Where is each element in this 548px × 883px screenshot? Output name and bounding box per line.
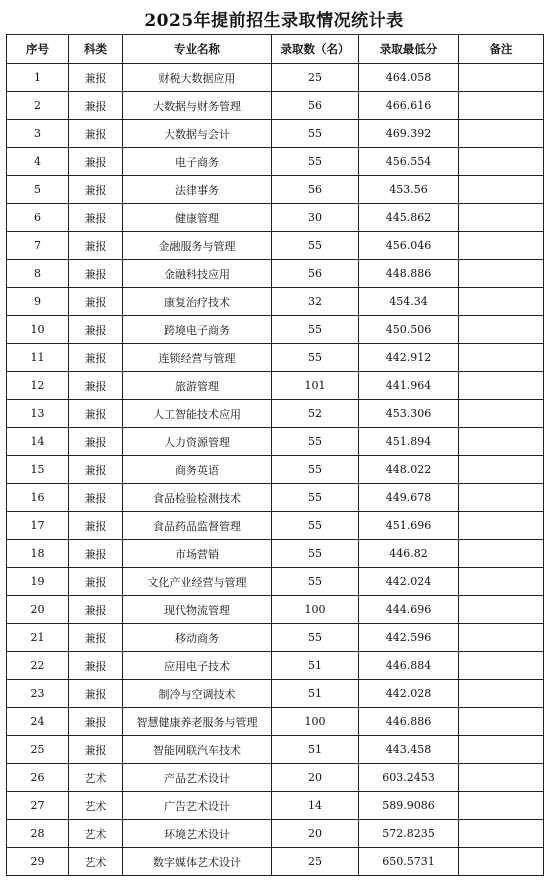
table-row: [7, 92, 544, 120]
cell-min-score: 441.964: [359, 372, 459, 400]
cell-admission-count: 55: [272, 512, 359, 540]
cell-min-score: 448.886: [359, 260, 459, 288]
cell-serial-number: 2: [7, 92, 69, 120]
cell-min-score: 444.696: [359, 596, 459, 624]
cell-admission-count: 20: [272, 820, 359, 848]
cell-admission-count: 14: [272, 792, 359, 820]
cell-admission-count: 55: [272, 120, 359, 148]
cell-category: 兼报: [69, 148, 123, 176]
cell-remarks: [459, 736, 544, 764]
cell-major-name: 广告艺术设计: [123, 792, 272, 820]
cell-major-name: 健康管理: [123, 204, 272, 232]
cell-remarks: [459, 204, 544, 232]
cell-remarks: [459, 792, 544, 820]
cell-serial-number: 4: [7, 148, 69, 176]
cell-min-score: 448.022: [359, 456, 459, 484]
cell-category: 艺术: [69, 792, 123, 820]
cell-min-score: 572.8235: [359, 820, 459, 848]
cell-major-name: 产品艺术设计: [123, 764, 272, 792]
cell-min-score: 603.2453: [359, 764, 459, 792]
cell-major-name: 连锁经营与管理: [123, 344, 272, 372]
cell-major-name: 数字媒体艺术设计: [123, 848, 272, 876]
cell-min-score: 466.616: [359, 92, 459, 120]
cell-min-score: 449.678: [359, 484, 459, 512]
cell-admission-count: 25: [272, 848, 359, 876]
cell-min-score: 453.56: [359, 176, 459, 204]
cell-min-score: 469.392: [359, 120, 459, 148]
table-row: [7, 428, 544, 456]
cell-serial-number: 5: [7, 176, 69, 204]
cell-major-name: 食品药品监督管理: [123, 512, 272, 540]
cell-major-name: 康复治疗技术: [123, 288, 272, 316]
cell-admission-count: 55: [272, 428, 359, 456]
cell-major-name: 跨境电子商务: [123, 316, 272, 344]
table-row: [7, 456, 544, 484]
cell-admission-count: 56: [272, 92, 359, 120]
cell-remarks: [459, 260, 544, 288]
cell-category: 兼报: [69, 344, 123, 372]
table-row: [7, 64, 544, 92]
cell-min-score: 650.5731: [359, 848, 459, 876]
cell-serial-number: 13: [7, 400, 69, 428]
cell-remarks: [459, 232, 544, 260]
cell-serial-number: 20: [7, 596, 69, 624]
cell-category: 兼报: [69, 176, 123, 204]
cell-admission-count: 55: [272, 540, 359, 568]
cell-major-name: 应用电子技术: [123, 652, 272, 680]
cell-remarks: [459, 288, 544, 316]
cell-category: 兼报: [69, 596, 123, 624]
cell-remarks: [459, 596, 544, 624]
table-row: [7, 344, 544, 372]
cell-remarks: [459, 652, 544, 680]
cell-major-name: 智能网联汽车技术: [123, 736, 272, 764]
table-row: [7, 596, 544, 624]
cell-min-score: 451.894: [359, 428, 459, 456]
cell-serial-number: 12: [7, 372, 69, 400]
cell-admission-count: 55: [272, 624, 359, 652]
cell-serial-number: 27: [7, 792, 69, 820]
document-title: 2025年提前招生录取情况统计表: [144, 11, 404, 31]
cell-serial-number: 6: [7, 204, 69, 232]
cell-category: 艺术: [69, 764, 123, 792]
cell-remarks: [459, 344, 544, 372]
header-min-score: 录取最低分: [359, 35, 459, 64]
cell-major-name: 大数据与会计: [123, 120, 272, 148]
cell-serial-number: 29: [7, 848, 69, 876]
cell-category: 兼报: [69, 708, 123, 736]
cell-category: 艺术: [69, 848, 123, 876]
cell-remarks: [459, 512, 544, 540]
cell-major-name: 法律事务: [123, 176, 272, 204]
cell-serial-number: 8: [7, 260, 69, 288]
cell-category: 兼报: [69, 372, 123, 400]
cell-serial-number: 24: [7, 708, 69, 736]
cell-min-score: 456.046: [359, 232, 459, 260]
table-row: [7, 512, 544, 540]
cell-admission-count: 30: [272, 204, 359, 232]
cell-category: 兼报: [69, 540, 123, 568]
cell-category: 兼报: [69, 288, 123, 316]
cell-min-score: 456.554: [359, 148, 459, 176]
table-row: [7, 176, 544, 204]
table-row: [7, 232, 544, 260]
table-row: [7, 568, 544, 596]
cell-serial-number: 25: [7, 736, 69, 764]
cell-category: 兼报: [69, 624, 123, 652]
cell-admission-count: 20: [272, 764, 359, 792]
cell-remarks: [459, 484, 544, 512]
cell-category: 兼报: [69, 92, 123, 120]
cell-remarks: [459, 120, 544, 148]
header-serial-number: 序号: [7, 35, 69, 64]
table-header-row: [7, 35, 544, 64]
cell-min-score: 589.9086: [359, 792, 459, 820]
cell-min-score: 453.306: [359, 400, 459, 428]
cell-category: 兼报: [69, 512, 123, 540]
cell-admission-count: 56: [272, 176, 359, 204]
cell-category: 兼报: [69, 456, 123, 484]
cell-admission-count: 32: [272, 288, 359, 316]
cell-serial-number: 7: [7, 232, 69, 260]
cell-min-score: 464.058: [359, 64, 459, 92]
cell-min-score: 454.34: [359, 288, 459, 316]
cell-admission-count: 100: [272, 708, 359, 736]
cell-category: 兼报: [69, 260, 123, 288]
cell-remarks: [459, 316, 544, 344]
cell-major-name: 现代物流管理: [123, 596, 272, 624]
cell-major-name: 文化产业经营与管理: [123, 568, 272, 596]
cell-admission-count: 55: [272, 568, 359, 596]
cell-remarks: [459, 148, 544, 176]
cell-serial-number: 1: [7, 64, 69, 92]
cell-min-score: 445.862: [359, 204, 459, 232]
cell-category: 兼报: [69, 204, 123, 232]
cell-remarks: [459, 568, 544, 596]
cell-admission-count: 52: [272, 400, 359, 428]
cell-serial-number: 14: [7, 428, 69, 456]
cell-major-name: 移动商务: [123, 624, 272, 652]
cell-remarks: [459, 400, 544, 428]
table-row: [7, 708, 544, 736]
cell-remarks: [459, 680, 544, 708]
header-remarks: 备注: [459, 35, 544, 64]
cell-remarks: [459, 176, 544, 204]
cell-remarks: [459, 764, 544, 792]
cell-serial-number: 18: [7, 540, 69, 568]
cell-admission-count: 55: [272, 316, 359, 344]
header-admission-count: 录取数（名）: [272, 35, 359, 64]
admission-table: [6, 34, 544, 876]
table-row: [7, 680, 544, 708]
cell-admission-count: 51: [272, 652, 359, 680]
cell-min-score: 446.82: [359, 540, 459, 568]
cell-major-name: 人力资源管理: [123, 428, 272, 456]
table-row: [7, 148, 544, 176]
cell-min-score: 442.028: [359, 680, 459, 708]
cell-major-name: 制冷与空调技术: [123, 680, 272, 708]
table-row: [7, 400, 544, 428]
cell-remarks: [459, 428, 544, 456]
cell-min-score: 446.886: [359, 708, 459, 736]
cell-remarks: [459, 372, 544, 400]
cell-remarks: [459, 540, 544, 568]
cell-serial-number: 26: [7, 764, 69, 792]
table-row: [7, 652, 544, 680]
table-row: [7, 848, 544, 876]
cell-min-score: 451.696: [359, 512, 459, 540]
cell-major-name: 人工智能技术应用: [123, 400, 272, 428]
table-row: [7, 288, 544, 316]
cell-serial-number: 9: [7, 288, 69, 316]
table-body: [7, 64, 544, 876]
cell-major-name: 旅游管理: [123, 372, 272, 400]
table-row: [7, 372, 544, 400]
cell-category: 兼报: [69, 736, 123, 764]
cell-category: 兼报: [69, 484, 123, 512]
cell-serial-number: 10: [7, 316, 69, 344]
cell-admission-count: 100: [272, 596, 359, 624]
cell-serial-number: 22: [7, 652, 69, 680]
cell-serial-number: 17: [7, 512, 69, 540]
table-row: [7, 736, 544, 764]
cell-serial-number: 15: [7, 456, 69, 484]
cell-min-score: 442.596: [359, 624, 459, 652]
table-row: [7, 792, 544, 820]
table-row: [7, 316, 544, 344]
cell-admission-count: 55: [272, 484, 359, 512]
header-major-name: 专业名称: [123, 35, 272, 64]
header-category: 科类: [69, 35, 123, 64]
cell-major-name: 食品检验检测技术: [123, 484, 272, 512]
table-row: [7, 120, 544, 148]
cell-serial-number: 28: [7, 820, 69, 848]
cell-major-name: 大数据与财务管理: [123, 92, 272, 120]
table-row: [7, 260, 544, 288]
cell-remarks: [459, 848, 544, 876]
cell-category: 兼报: [69, 680, 123, 708]
cell-serial-number: 16: [7, 484, 69, 512]
cell-admission-count: 55: [272, 344, 359, 372]
cell-serial-number: 11: [7, 344, 69, 372]
cell-major-name: 电子商务: [123, 148, 272, 176]
cell-admission-count: 25: [272, 64, 359, 92]
cell-category: 兼报: [69, 64, 123, 92]
cell-major-name: 环境艺术设计: [123, 820, 272, 848]
cell-remarks: [459, 64, 544, 92]
cell-remarks: [459, 456, 544, 484]
cell-category: 兼报: [69, 428, 123, 456]
cell-admission-count: 51: [272, 680, 359, 708]
table-row: [7, 540, 544, 568]
cell-admission-count: 55: [272, 456, 359, 484]
cell-min-score: 442.912: [359, 344, 459, 372]
cell-admission-count: 51: [272, 736, 359, 764]
cell-major-name: 市场营销: [123, 540, 272, 568]
cell-admission-count: 55: [272, 232, 359, 260]
cell-major-name: 商务英语: [123, 456, 272, 484]
cell-admission-count: 55: [272, 148, 359, 176]
cell-remarks: [459, 92, 544, 120]
cell-category: 兼报: [69, 400, 123, 428]
table-row: [7, 484, 544, 512]
cell-min-score: 442.024: [359, 568, 459, 596]
cell-major-name: 财税大数据应用: [123, 64, 272, 92]
cell-major-name: 智慧健康养老服务与管理: [123, 708, 272, 736]
cell-category: 兼报: [69, 232, 123, 260]
cell-remarks: [459, 820, 544, 848]
table-row: [7, 820, 544, 848]
table-row: [7, 204, 544, 232]
table-row: [7, 764, 544, 792]
cell-min-score: 450.506: [359, 316, 459, 344]
cell-remarks: [459, 708, 544, 736]
cell-min-score: 443.458: [359, 736, 459, 764]
cell-category: 兼报: [69, 120, 123, 148]
cell-serial-number: 21: [7, 624, 69, 652]
cell-major-name: 金融服务与管理: [123, 232, 272, 260]
table-row: [7, 624, 544, 652]
cell-min-score: 446.884: [359, 652, 459, 680]
cell-category: 艺术: [69, 820, 123, 848]
cell-admission-count: 56: [272, 260, 359, 288]
cell-admission-count: 101: [272, 372, 359, 400]
cell-serial-number: 3: [7, 120, 69, 148]
cell-category: 兼报: [69, 652, 123, 680]
cell-category: 兼报: [69, 568, 123, 596]
cell-remarks: [459, 624, 544, 652]
cell-major-name: 金融科技应用: [123, 260, 272, 288]
cell-serial-number: 23: [7, 680, 69, 708]
cell-category: 兼报: [69, 316, 123, 344]
cell-serial-number: 19: [7, 568, 69, 596]
